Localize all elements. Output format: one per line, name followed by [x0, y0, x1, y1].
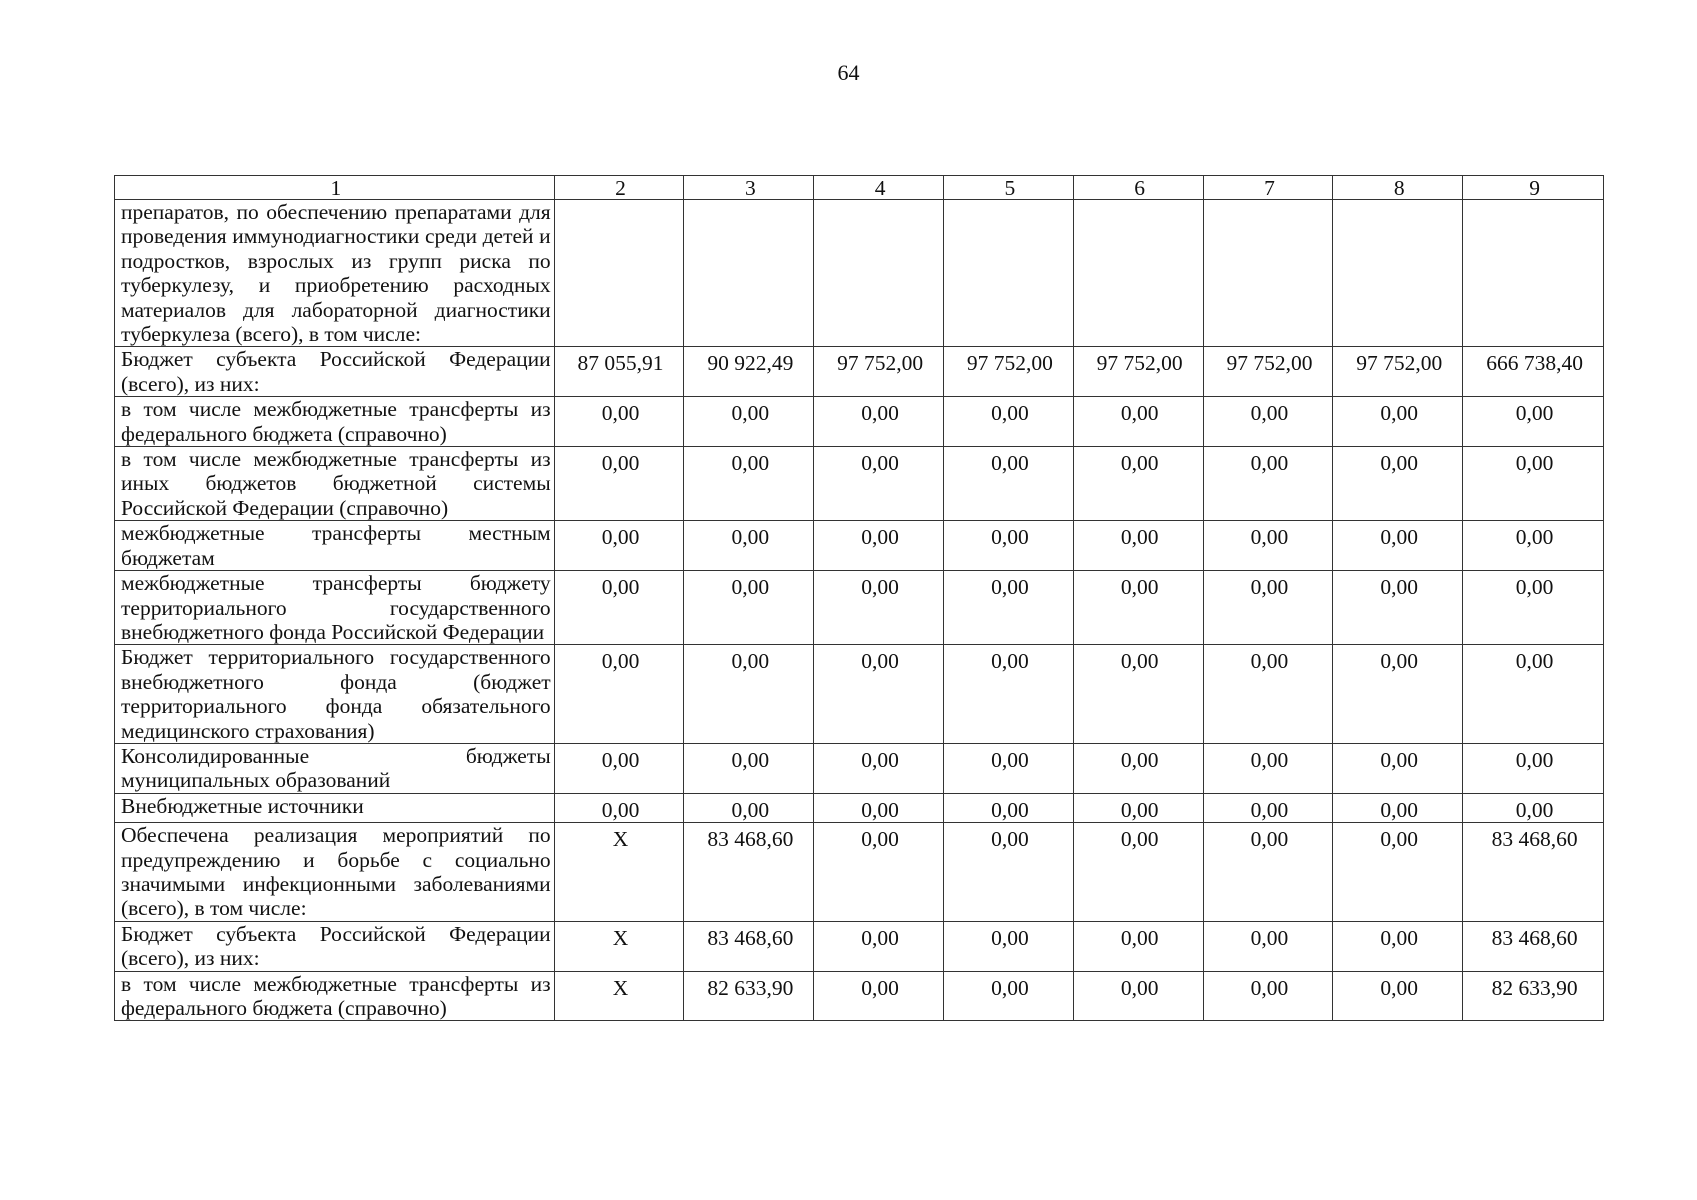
value-cell: [1203, 200, 1333, 347]
value-cell: 0,00: [1073, 921, 1203, 971]
value-cell: [554, 200, 684, 347]
row-label: межбюджетные трансферты бюджету территориального государственного внебюджетного фонда Российской Федерации: [115, 571, 555, 645]
value-cell: 0,00: [1203, 397, 1333, 447]
value-cell: 0,00: [554, 743, 684, 793]
table-row: [115, 397, 1604, 447]
value-cell: 0,00: [1073, 743, 1203, 793]
value-cell: 0,00: [684, 743, 814, 793]
value-cell: 0,00: [1203, 793, 1333, 822]
row-label: Внебюджетные источники: [115, 793, 555, 822]
value-cell: 0,00: [1333, 521, 1463, 571]
value-cell: 0,00: [1463, 645, 1604, 744]
value-cell: 0,00: [554, 793, 684, 822]
value-cell: 0,00: [554, 397, 684, 447]
value-cell: 0,00: [1463, 571, 1604, 645]
value-cell: 97 752,00: [1073, 347, 1203, 397]
value-cell: 0,00: [1203, 447, 1333, 521]
value-cell: 0,00: [1333, 793, 1463, 822]
value-cell: 0,00: [554, 521, 684, 571]
value-cell: 0,00: [1203, 971, 1333, 1021]
value-cell: [1333, 200, 1463, 347]
value-cell: 0,00: [684, 521, 814, 571]
col-header: 4: [814, 176, 944, 200]
value-cell: 0,00: [1073, 447, 1203, 521]
value-cell: 0,00: [1203, 521, 1333, 571]
value-cell: 0,00: [1463, 447, 1604, 521]
value-cell: 0,00: [1463, 397, 1604, 447]
value-cell: 0,00: [1463, 521, 1604, 571]
table-row: [115, 743, 1604, 793]
header-row: [115, 176, 1604, 200]
table-row: [115, 921, 1604, 971]
value-cell: 0,00: [684, 571, 814, 645]
value-cell: 0,00: [1333, 971, 1463, 1021]
value-cell: 0,00: [1073, 521, 1203, 571]
value-cell: 0,00: [684, 793, 814, 822]
value-cell: 0,00: [1203, 645, 1333, 744]
table-row: [115, 645, 1604, 744]
value-cell: 90 922,49: [684, 347, 814, 397]
col-header: 9: [1463, 176, 1604, 200]
value-cell: 83 468,60: [1463, 823, 1604, 922]
page-number: 64: [837, 60, 860, 85]
value-cell: 97 752,00: [944, 347, 1074, 397]
value-cell: 0,00: [1073, 645, 1203, 744]
row-label: Обеспечена реализация мероприятий по предупреждению и борьбе с социально значимыми инфекционными заболеваниями (всего), в том числе:: [115, 823, 555, 922]
value-cell: 82 633,90: [684, 971, 814, 1021]
col-header: 6: [1073, 176, 1203, 200]
value-cell: 0,00: [944, 743, 1074, 793]
row-label: препаратов, по обеспечению препаратами для проведения иммунодиагностики среди детей и подростков, взрослых из групп риска по туберкулезу, и приобретению расходных материалов для лабораторной диагностики туберкулеза (всего), в том числе:: [115, 200, 555, 347]
value-cell: X: [554, 921, 684, 971]
value-cell: 97 752,00: [1203, 347, 1333, 397]
value-cell: 0,00: [1203, 571, 1333, 645]
col-header: 3: [684, 176, 814, 200]
value-cell: 0,00: [814, 521, 944, 571]
table-row: [115, 823, 1604, 922]
row-label: Бюджет территориального государственного внебюджетного фонда (бюджет территориального фонда обязательного медицинского страхования): [115, 645, 555, 744]
value-cell: X: [554, 971, 684, 1021]
value-cell: 0,00: [944, 397, 1074, 447]
row-label: Консолидированные бюджеты муниципальных образований: [115, 743, 555, 793]
value-cell: 0,00: [814, 571, 944, 645]
value-cell: 0,00: [1073, 823, 1203, 922]
value-cell: 0,00: [1333, 447, 1463, 521]
table-row: [115, 521, 1604, 571]
value-cell: 0,00: [814, 397, 944, 447]
value-cell: 0,00: [554, 447, 684, 521]
col-header: 8: [1333, 176, 1463, 200]
value-cell: 0,00: [814, 793, 944, 822]
value-cell: 83 468,60: [684, 823, 814, 922]
row-label: в том числе межбюджетные трансферты из федерального бюджета (справочно): [115, 397, 555, 447]
row-label: Бюджет субъекта Российской Федерации (всего), из них:: [115, 921, 555, 971]
value-cell: 0,00: [1333, 921, 1463, 971]
value-cell: [814, 200, 944, 347]
value-cell: 0,00: [944, 571, 1074, 645]
value-cell: [684, 200, 814, 347]
value-cell: 82 633,90: [1463, 971, 1604, 1021]
value-cell: 83 468,60: [1463, 921, 1604, 971]
value-cell: 0,00: [944, 447, 1074, 521]
value-cell: 0,00: [1073, 971, 1203, 1021]
value-cell: 97 752,00: [1333, 347, 1463, 397]
table-row: [115, 447, 1604, 521]
value-cell: 0,00: [684, 645, 814, 744]
value-cell: [1073, 200, 1203, 347]
value-cell: 0,00: [814, 645, 944, 744]
table-row: [115, 793, 1604, 822]
col-header: 1: [115, 176, 555, 200]
budget-table: [114, 175, 1604, 1021]
value-cell: 0,00: [814, 743, 944, 793]
value-cell: 0,00: [1333, 823, 1463, 922]
col-header: 5: [944, 176, 1074, 200]
row-label: в том числе межбюджетные трансферты из иных бюджетов бюджетной системы Российской Федерации (справочно): [115, 447, 555, 521]
value-cell: 0,00: [1203, 921, 1333, 971]
value-cell: 0,00: [684, 397, 814, 447]
table-row: [115, 571, 1604, 645]
value-cell: 0,00: [1203, 743, 1333, 793]
value-cell: 0,00: [814, 447, 944, 521]
value-cell: 0,00: [1463, 793, 1604, 822]
value-cell: 0,00: [1073, 793, 1203, 822]
value-cell: [1463, 200, 1604, 347]
value-cell: 0,00: [944, 823, 1074, 922]
value-cell: [944, 200, 1074, 347]
value-cell: 0,00: [814, 971, 944, 1021]
value-cell: 0,00: [814, 823, 944, 922]
value-cell: 0,00: [1333, 571, 1463, 645]
value-cell: 0,00: [554, 645, 684, 744]
value-cell: 0,00: [1333, 397, 1463, 447]
value-cell: 0,00: [1333, 743, 1463, 793]
table-row: [115, 347, 1604, 397]
value-cell: 0,00: [944, 645, 1074, 744]
value-cell: 83 468,60: [684, 921, 814, 971]
value-cell: 0,00: [944, 971, 1074, 1021]
value-cell: 0,00: [1463, 743, 1604, 793]
value-cell: 0,00: [944, 793, 1074, 822]
row-label: Бюджет субъекта Российской Федерации (всего), из них:: [115, 347, 555, 397]
value-cell: 0,00: [1073, 571, 1203, 645]
value-cell: 666 738,40: [1463, 347, 1604, 397]
value-cell: 0,00: [944, 521, 1074, 571]
value-cell: 0,00: [554, 571, 684, 645]
value-cell: 87 055,91: [554, 347, 684, 397]
value-cell: X: [554, 823, 684, 922]
row-label: в том числе межбюджетные трансферты из федерального бюджета (справочно): [115, 971, 555, 1021]
table-row: [115, 971, 1604, 1021]
value-cell: 97 752,00: [814, 347, 944, 397]
col-header: 7: [1203, 176, 1333, 200]
value-cell: 0,00: [1073, 397, 1203, 447]
row-label: межбюджетные трансферты местным бюджетам: [115, 521, 555, 571]
value-cell: 0,00: [814, 921, 944, 971]
col-header: 2: [554, 176, 684, 200]
table-row: [115, 200, 1604, 347]
value-cell: 0,00: [684, 447, 814, 521]
value-cell: 0,00: [1333, 645, 1463, 744]
value-cell: 0,00: [944, 921, 1074, 971]
value-cell: 0,00: [1203, 823, 1333, 922]
